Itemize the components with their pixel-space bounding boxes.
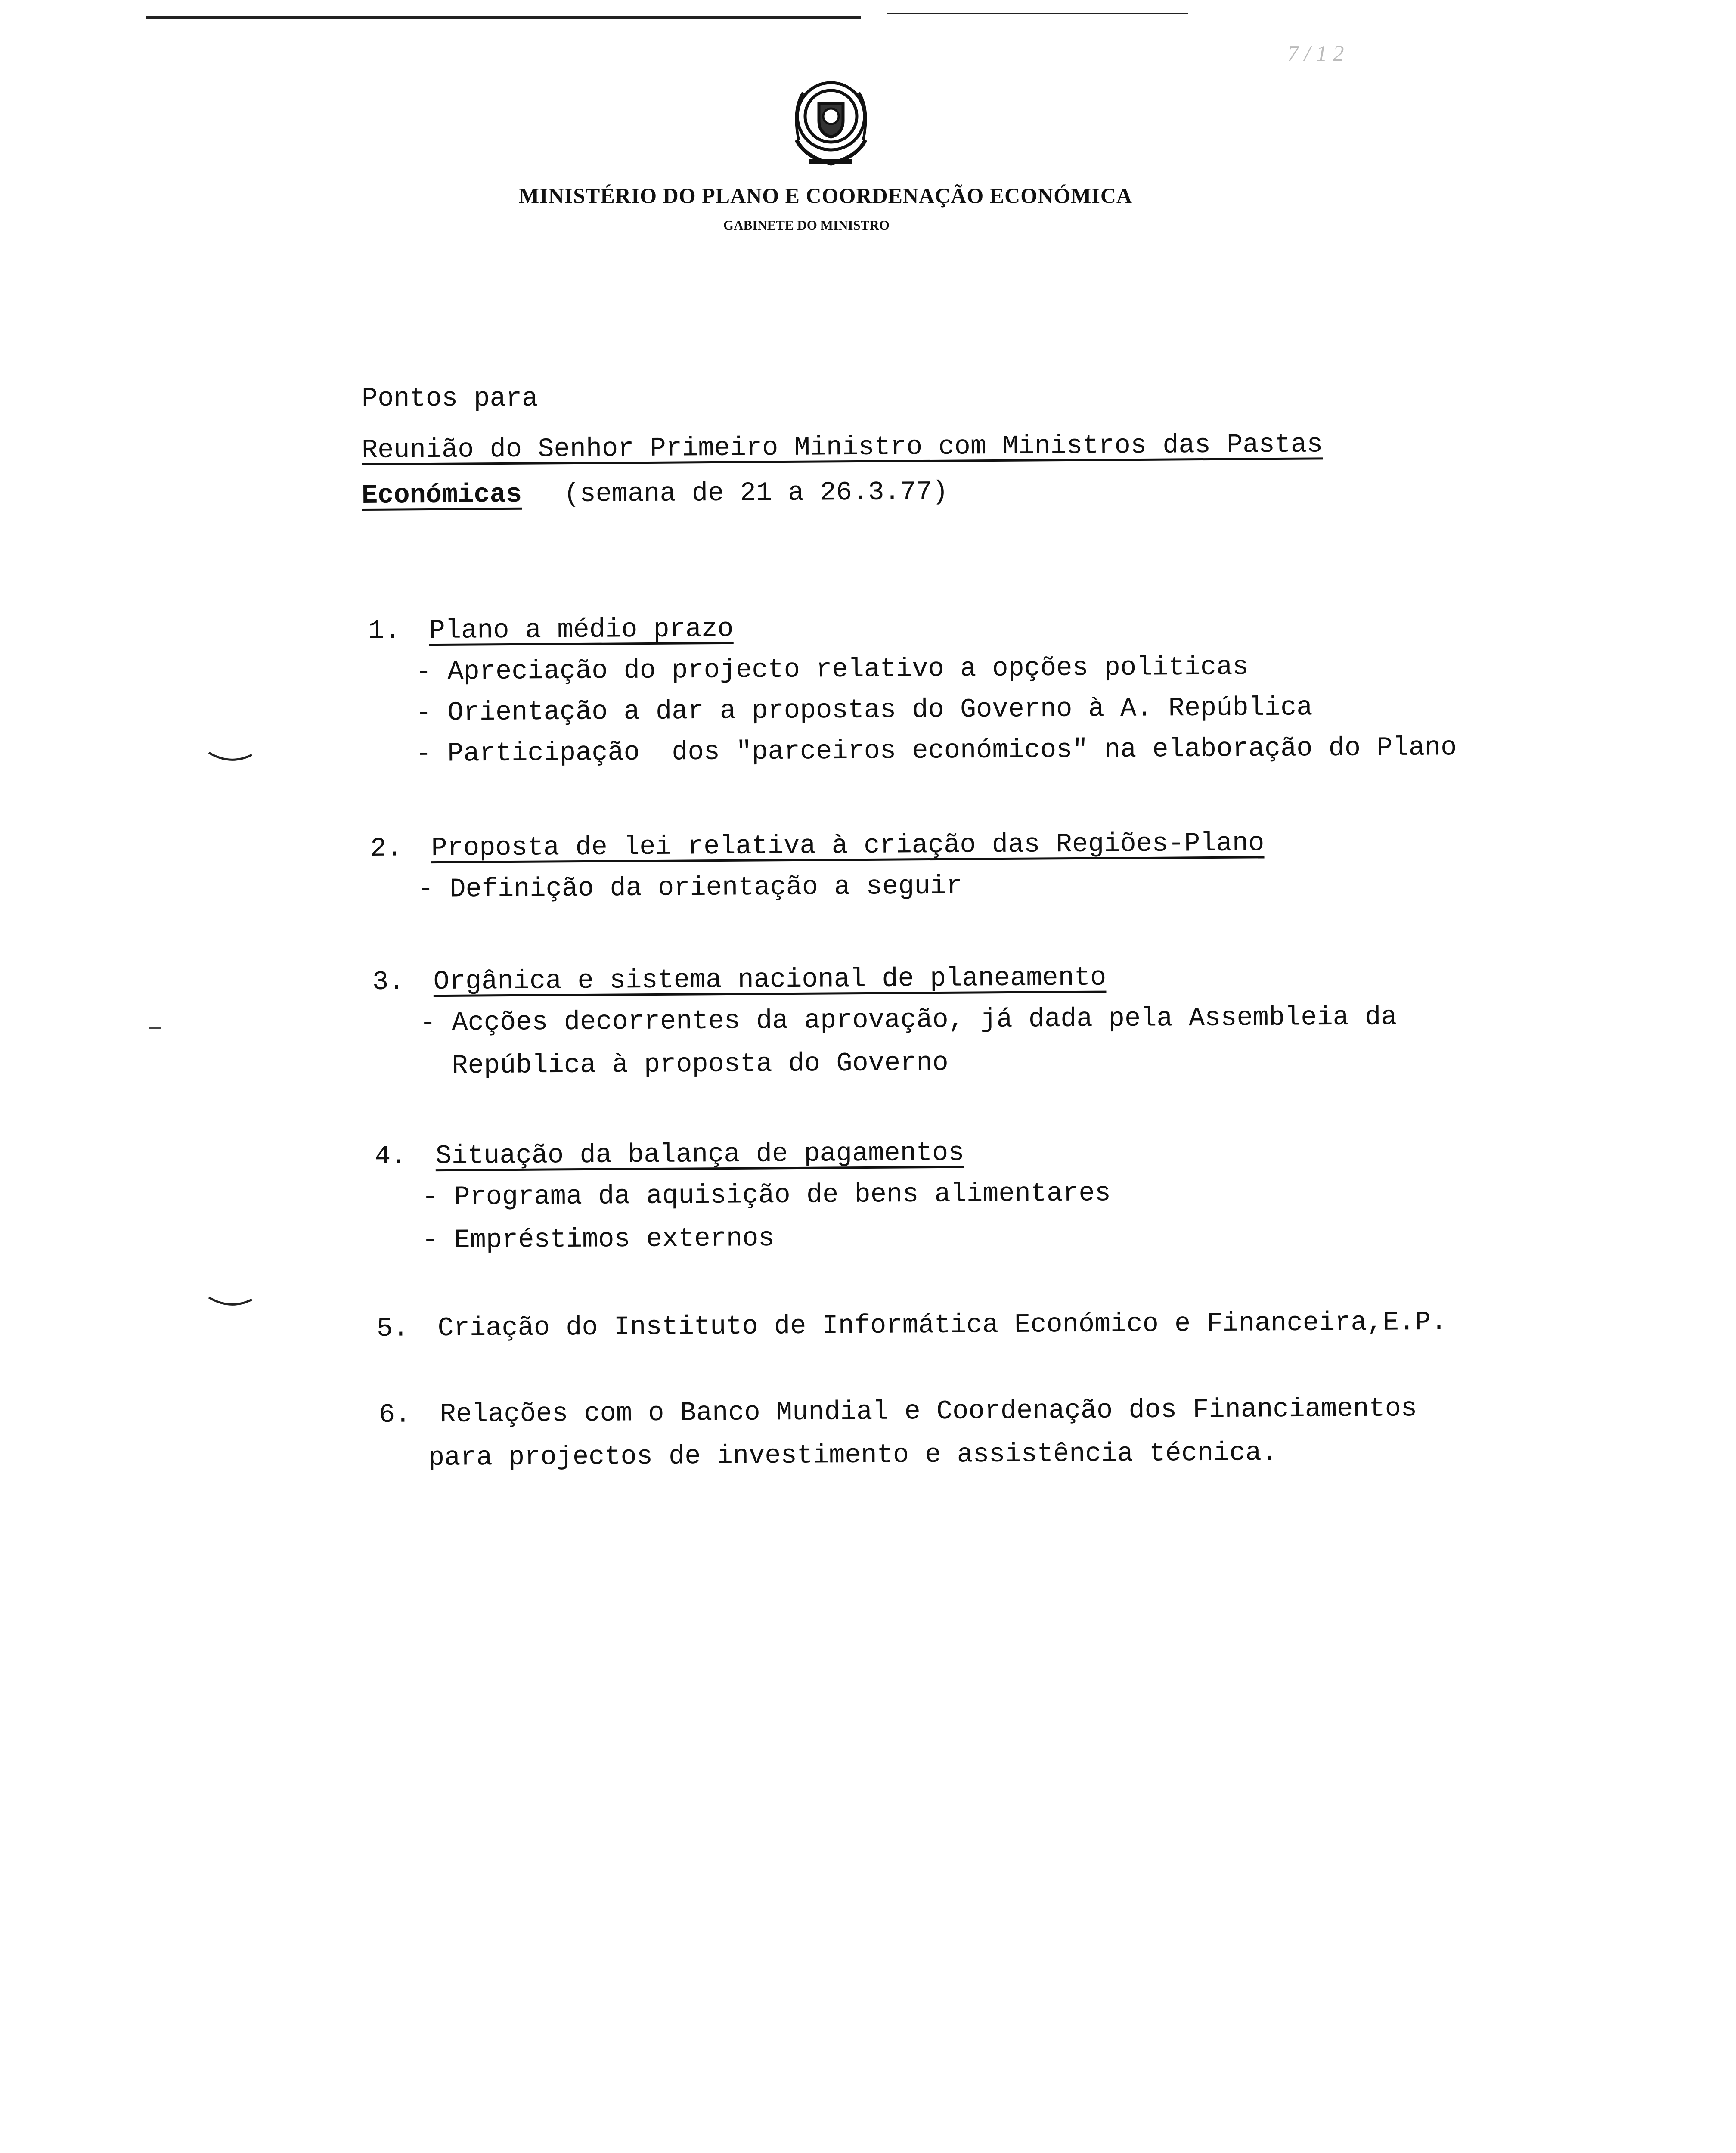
scan-edge-line	[146, 16, 861, 19]
coat-of-arms-emblem	[779, 75, 883, 174]
item-5	[377, 1307, 1447, 1344]
item-1-bullet-1: - Apreciação do projecto relativo a opções politicas	[415, 651, 1249, 687]
item-2-bullet-1: - Definição da orientação a seguir	[417, 871, 963, 905]
item-2	[370, 828, 1265, 864]
title-week: (semana de 21 a 26.3.77)	[564, 476, 949, 510]
margin-punch-mark	[207, 749, 254, 766]
item-heading: Orgânica e sistema nacional de planeamento	[433, 962, 1107, 997]
item-1	[368, 614, 734, 646]
cabinet-subheader: GABINETE DO MINISTRO	[723, 217, 890, 233]
item-number: 5.	[376, 1313, 409, 1344]
item-4-bullet-2: - Empréstimos externos	[422, 1223, 775, 1256]
page-mark: 7 / 1 2	[1287, 41, 1344, 66]
ministry-header: MINISTÉRIO DO PLANO E COORDENAÇÃO ECONÓMICA	[519, 183, 1133, 208]
item-3-bullet-1: - Acções decorrentes da aprovação, já dada pela Assembleia da	[419, 1002, 1397, 1038]
item-3	[372, 962, 1107, 997]
item-text: Criação do Instituto de Informática Económico e Financeira,E.P.	[437, 1306, 1447, 1344]
item-4-bullet-1: - Programa da aquisição de bens alimentares	[422, 1178, 1111, 1213]
item-heading: Proposta de lei relativa à criação das Regiões-Plano	[431, 828, 1265, 864]
margin-dash-mark	[149, 1027, 161, 1029]
meeting-title-line2	[362, 477, 949, 511]
item-6	[379, 1393, 1417, 1430]
item-heading: Plano a médio prazo	[429, 613, 734, 646]
item-4	[375, 1138, 964, 1172]
intro-text: Pontos para	[362, 383, 538, 414]
item-1-bullet-2: - Orientação a dar a propostas do Governo à A. República	[415, 692, 1313, 728]
margin-punch-mark	[207, 1294, 254, 1311]
item-number: 3.	[372, 966, 405, 997]
item-1-bullet-3: - Participação dos "parceiros económicos" na elaboração do Plano	[415, 732, 1457, 769]
item-number: 4.	[374, 1141, 407, 1172]
meeting-title-line1: Reunião do Senhor Primeiro Ministro com Ministros das Pastas	[361, 429, 1323, 465]
scan-edge-line	[887, 13, 1188, 14]
item-number: 2.	[370, 833, 403, 864]
item-number: 6.	[378, 1399, 411, 1430]
item-number: 1.	[368, 615, 400, 646]
item-text: Relações com o Banco Mundial e Coordenação dos Financiamentos	[440, 1393, 1417, 1430]
item-6-line-2: para projectos de investimento e assistência técnica.	[428, 1437, 1278, 1473]
item-3-bullet-2: República à proposta do Governo	[419, 1047, 949, 1081]
item-heading: Situação da balança de pagamentos	[435, 1137, 964, 1172]
title-economicas: Económicas	[361, 479, 522, 511]
